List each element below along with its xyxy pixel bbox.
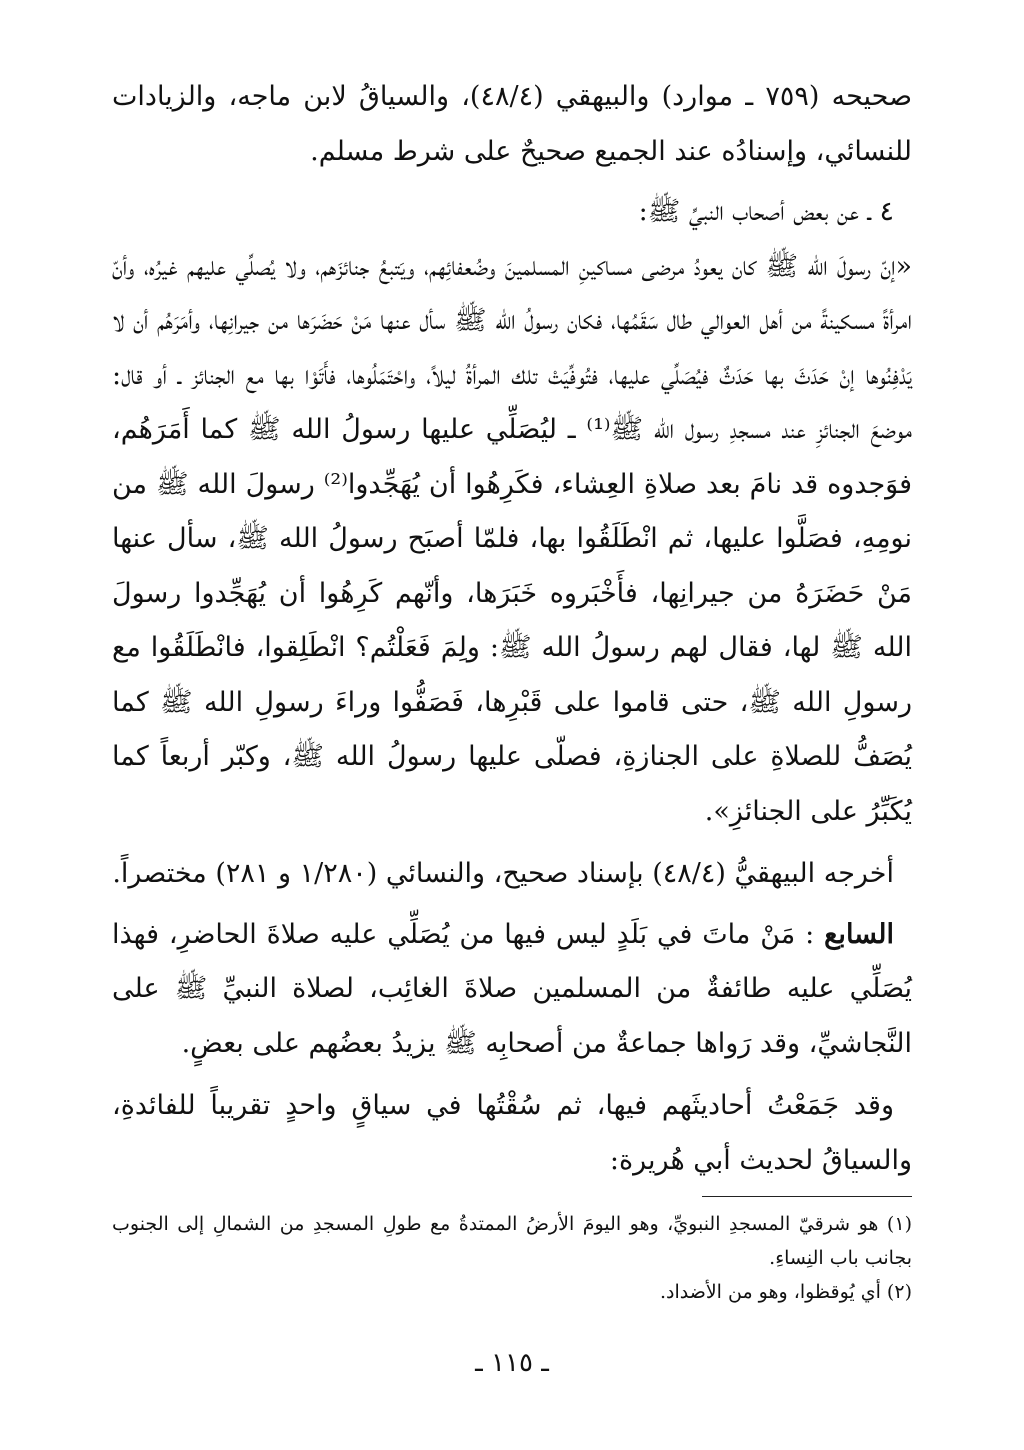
hadith-heading: ٤ ـ عن بعض أصحاب النبيِّ ﷺ: bbox=[638, 196, 894, 227]
seventh-label: السابع bbox=[824, 918, 894, 950]
paragraph-source-citation: صحيحه (٧٥٩ ـ موارد) والبيهقي (٤٨/٤)، والسياقُ لابن ماجه، والزيادات للنسائي، وإسنادُه عند الجميع صحيحٌ على شرط مسلم. bbox=[112, 81, 913, 167]
seventh-section bbox=[112, 908, 912, 1072]
footnote-1: (١) هو شرقيّ المسجدِ النبويِّ، وهو اليومَ الأرضُ الممتدةُ مع طولِ المسجدِ من الشمالِ إلى الجنوب بجانب باب النِساءِ. bbox=[112, 1213, 912, 1269]
seventh-text: : مَنْ ماتَ في بَلَدٍ ليس فيها من يُصَلِّي عليه صلاةَ الحاضرِ، فهذا يُصَلِّي عليه طائفةٌ من المسلمين صلاةَ الغائِب، لصلاة النبيِّ ﷺ على النَّجاشيِّ، وقد رَواها جماعةٌ من أصحابِه ﷺ يزيدُ بعضُهم على بعضٍ. bbox=[112, 918, 912, 1059]
page-number: ـ ١١٥ ـ bbox=[475, 1348, 549, 1378]
footnote-2: (٢) أي يُوقظوا، وهو من الأضداد. bbox=[659, 1281, 912, 1303]
footnotes bbox=[112, 1196, 912, 1309]
page-body bbox=[112, 70, 912, 1188]
takhrij-paragraph: أخرجه البيهقيُّ (٤٨/٤) بإسناد صحيح، والنسائي (١/٢٨٠ و ٢٨١) مختصراً. bbox=[112, 858, 894, 889]
footnote-divider bbox=[702, 1196, 912, 1197]
collected-paragraph: وقد جَمَعْتُ أحاديثَهم فيها، ثم سُقْتُها في سياقٍ واحدٍ تقريباً للفائدةِ، والسياقُ لحديث أبي هُريرة: bbox=[112, 1090, 912, 1176]
hadith-text: «إنّ رسولَ الله ﷺ كان يعودُ مرضى مساكينِ المسلمينَ وضُعفائِهم، ويَتبعُ جنائزَهم، ولا يُصلِّي عليهم غيرُه، وأنّ امرأةً مسكينةً من أهل العوالي طال سَقَمُها، فكان رسولُ الله ﷺ سأل عنها مَنْ حَضَرَها من جيرانِها، وأمَرَهُم أن لا يَدْفِنُوها إنْ حَدَثَ بها حَدَثٌ فيُصَلِّي عليها، فتُوفِّيَتْ تلك المرأةُ ليلاً، واحْتَمَلُوها، فأَتَوْا بها مع الجنائز ـ أو قال: موضعَ الجنائزِ عند مسجدِ رسول الله ﷺ⁽¹⁾ ـ ليُصَلِّي عليها رسولُ الله ﷺ كما أَمَرَهُم، فوَجدوه قد نامَ بعد صلاةِ العِشاء، فكَرِهُوا أن يُهَجِّدوا⁽²⁾ رسولَ الله ﷺ من نومِهِ، فصَلَّوا عليها، ثم انْطَلَقُوا بها، فلمّا أصبَح رسولُ الله ﷺ، سأل عنها مَنْ حَضَرَهُ من جيرانِها، فأَخْبَروه خَبَرَها، وأنّهم كَرِهُوا أن يُهَجِّدوا رسولَ الله ﷺ لها، فقال لهم رسولُ الله ﷺ: ولِمَ فَعَلْتُم؟ انْطَلِقوا، فانْطَلَقُوا مع رسولِ الله ﷺ، حتى قاموا على قَبْرِها، فَصَفُّوا وراءَ رسولِ الله ﷺ كما يُصَفُّ للصلاةِ على الجنازةِ، فصلّى عليها رسولُ الله ﷺ، وكبّر أربعاً كما يُكَبِّرُ على الجنائزِ». bbox=[112, 250, 912, 827]
